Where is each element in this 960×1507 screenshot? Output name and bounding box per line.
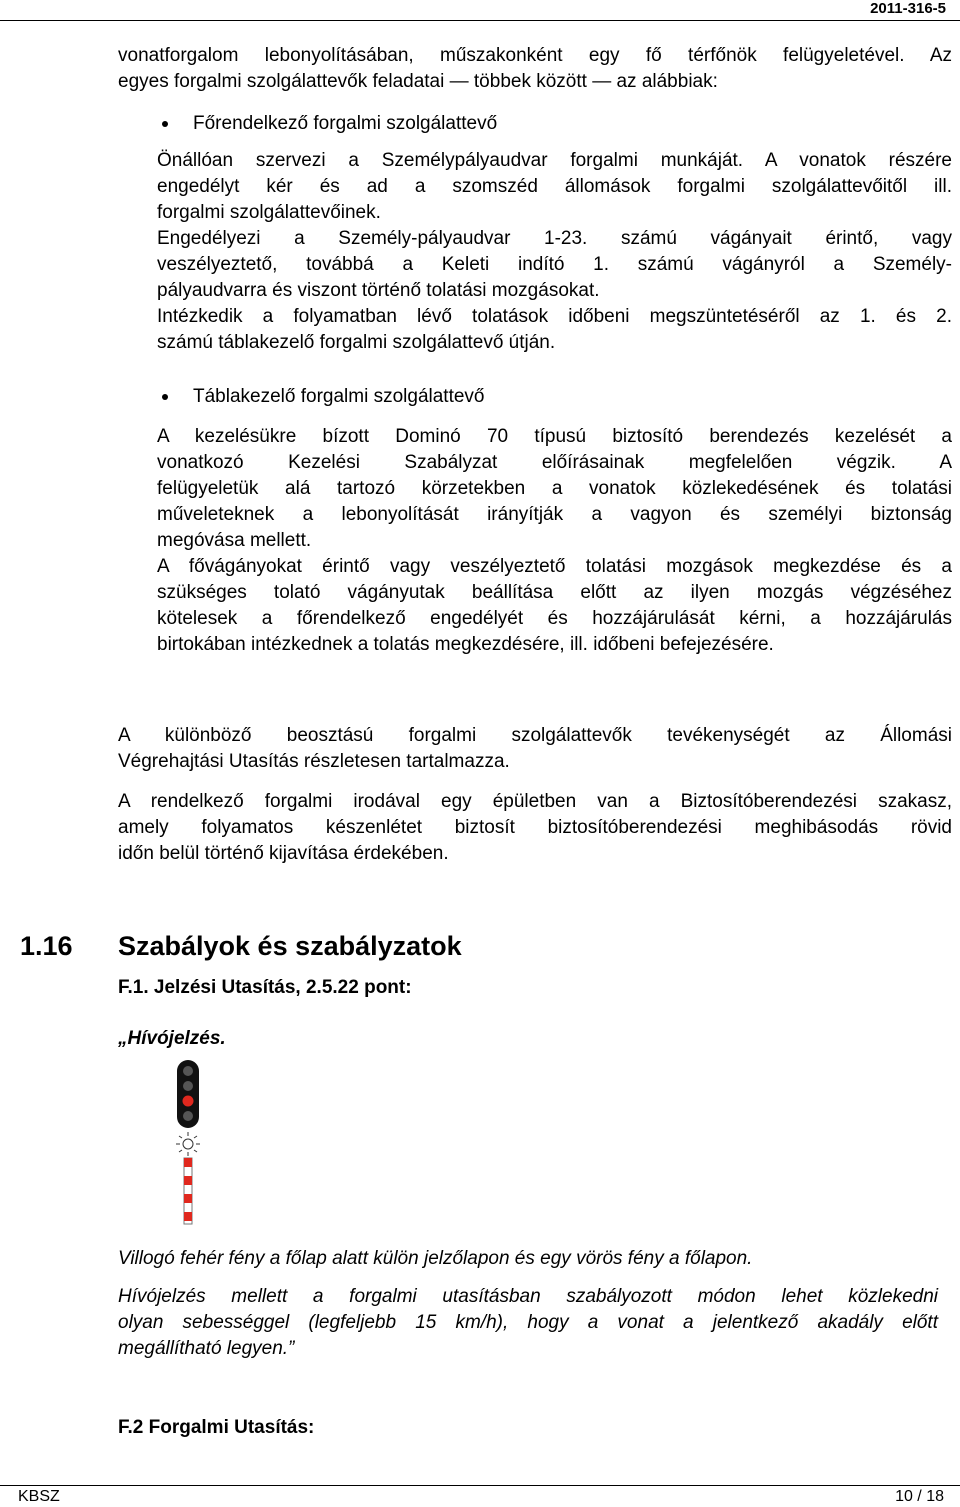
para2-line-1: A rendelkező forgalmi irodával egy épületben van a Biztosítóberendezési szakasz,	[118, 791, 952, 812]
subheading-traffic-rules: F.2 Forgalmi Utasítás:	[118, 1417, 315, 1438]
footer-org: KBSZ	[18, 1488, 60, 1505]
section-b-line-4: műveleteknek a lebonyolítását irányítják a vagyon és személyi biztonság	[157, 504, 952, 525]
page-number: 10 / 18	[895, 1488, 944, 1505]
section-b-line-7: szükséges tolató vágányutak beállítása előtt az ilyen mozgás végzéséhez	[157, 582, 952, 603]
signal-lamp-dark	[183, 1111, 193, 1121]
signal-note-line-3: megállítható legyen.”	[118, 1338, 295, 1359]
section-a-line-1: Önállóan szervezi a Személypályaudvar forgalmi munkáját. A vonatok részére	[157, 150, 952, 171]
calling-on-signal-illustration	[168, 1058, 208, 1228]
para2-line-2: amely folyamatos készenlétet biztosít biztosítóberendezési meghibásodás rövid	[118, 817, 952, 838]
section-a-line-6: pályaudvarra és viszont történő tolatási mozgásokat.	[157, 280, 600, 301]
intro-line-2: egyes forgalmi szolgálattevők feladatai — többek között — az alábbiak:	[118, 71, 718, 92]
section-b-line-3: felügyeletük alá tartozó körzetekben a vonatok közlekedésének és tolatási	[157, 478, 952, 499]
bullet-icon	[162, 394, 168, 400]
section-a-line-3: forgalmi szolgálattevőinek.	[157, 202, 381, 223]
bullet-heading-panel-operator: Táblakezelő forgalmi szolgálattevő	[193, 386, 485, 407]
signal-mast	[184, 1158, 192, 1224]
section-b-line-1: A kezelésükre bízott Dominó 70 típusú biztosító berendezés kezelését a	[157, 426, 952, 447]
signal-lamp-dark	[183, 1066, 193, 1076]
signal-title: „Hívójelzés.	[118, 1028, 226, 1049]
header-rule	[0, 20, 960, 21]
section-a-line-5: veszélyeztető, továbbá a Keleti indító 1. számú vágányról a Személy-	[157, 254, 952, 275]
signal-lamp-dark	[183, 1081, 193, 1091]
section-number: 1.16	[20, 931, 73, 961]
para1-line-2: Végrehajtási Utasítás részletesen tartalmazza.	[118, 751, 510, 772]
section-b-line-5: megóvása mellett.	[157, 530, 312, 551]
section-a-line-7: Intézkedik a folyamatban lévő tolatások időbeni megszüntetéséről az 1. és 2.	[157, 306, 952, 327]
signal-lamp-red	[183, 1096, 194, 1107]
para1-line-1: A különböző beosztású forgalmi szolgálattevők tevékenységét az Állomási	[118, 725, 952, 746]
intro-line-1: vonatforgalom lebonyolításában, műszakonként egy fő térfőnök felügyeletével. Az	[118, 45, 952, 66]
para2-line-3: időn belül történő kijavítása érdekében.	[118, 843, 449, 864]
section-b-line-2: vonatkozó Kezelési Szabályzat előírásainak megfelelően végzik. A	[157, 452, 952, 473]
document-id: 2011-316-5	[870, 0, 946, 17]
section-a-line-2: engedélyt kér és ad a szomszéd állomások forgalmi szolgálattevőitől ill.	[157, 176, 952, 197]
bullet-icon	[162, 121, 168, 127]
section-b-line-9: birtokában intézkednek a tolatás megkezdésére, ill. időbeni befejezésére.	[157, 634, 774, 655]
section-a-line-8: számú táblakezelő forgalmi szolgálattevő útján.	[157, 332, 556, 353]
section-b-line-8: kötelesek a főrendelkező engedélyét és hozzájárulását kérni, a hozzájárulás	[157, 608, 952, 629]
flashing-white-light	[176, 1132, 200, 1156]
subheading-signalling-rules: F.1. Jelzési Utasítás, 2.5.22 pont:	[118, 977, 412, 998]
section-b-line-6: A fővágányokat érintő vagy veszélyeztető tolatási mozgások megkezdése és a	[157, 556, 952, 577]
bullet-heading-dispatcher: Főrendelkező forgalmi szolgálattevő	[193, 113, 498, 134]
signal-note-line-1: Hívójelzés mellett a forgalmi utasításban szabályozott módon lehet közlekedni	[118, 1286, 938, 1307]
section-a-line-4: Engedélyezi a Személy-pályaudvar 1-23. számú vágányait érintő, vagy	[157, 228, 952, 249]
footer-rule	[0, 1485, 960, 1486]
section-title: Szabályok és szabályzatok	[118, 931, 462, 961]
signal-note-line-2: olyan sebességgel (legfeljebb 15 km/h), hogy a vonat a jelentkező akadály előtt	[118, 1312, 938, 1333]
signal-caption: Villogó fehér fény a főlap alatt külön jelzőlapon és egy vörös fény a főlapon.	[118, 1248, 753, 1269]
